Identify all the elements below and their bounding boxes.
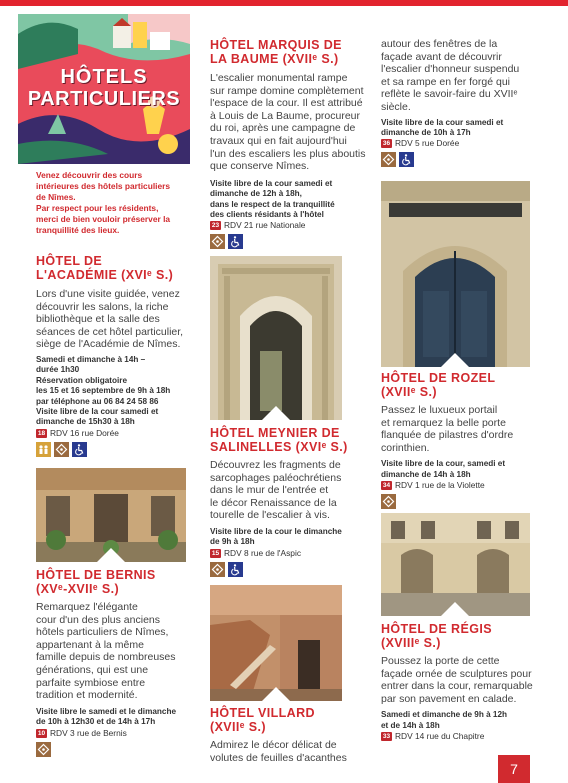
accessible-icon: [399, 152, 414, 167]
rdv-address: RDV 16 rue Dorée: [50, 427, 119, 438]
rdv-line: [381, 138, 533, 149]
photo-rozel: [381, 181, 530, 367]
intro-line: Par respect pour les résidents,: [36, 203, 159, 213]
body-line: autour des fenêtres de la: [381, 38, 498, 50]
entry-title: HÔTEL MARQUIS DE: [210, 38, 342, 52]
entry-title: LA BAUME (XVIIᵉ S.): [210, 52, 339, 66]
body-line: du roi, après une campagne de: [210, 122, 356, 135]
body-line: famille depuis de nombreuses: [36, 651, 176, 664]
body-line: reflète le savoir-faire du XVIIᵉ: [381, 88, 518, 101]
monument-icon: [381, 494, 396, 509]
entry-title: HÔTEL DE ROZEL: [381, 371, 496, 385]
body-line: corinthien.: [381, 441, 430, 454]
body-line: découvrir les salons, la riche: [36, 300, 169, 313]
intro-line: Venez découvrir des cours: [36, 170, 143, 180]
body-line: appartenant à la même: [36, 638, 144, 651]
icon-row: [36, 442, 184, 457]
body-line: siège de l'Académie de Nîmes.: [36, 338, 181, 351]
photo-pointer: [97, 548, 125, 562]
top-accent-bar: [0, 0, 568, 6]
entry-title: HÔTEL DE RÉGIS: [381, 622, 492, 636]
entry-body: [36, 288, 184, 351]
entry-info: [36, 355, 184, 428]
entry-info: [381, 710, 533, 731]
rdv-address: RDV 21 rue Nationale: [224, 220, 306, 231]
entry-title: HÔTEL DE: [36, 254, 103, 268]
body-line: générations, qui est une: [36, 663, 149, 676]
info-line: Samedi et dimanche à 14h –: [36, 354, 146, 364]
body-line: à Louis de La Baume, procureur: [210, 109, 361, 122]
body-line: l'escalier d'honneur suspendu: [381, 63, 520, 76]
info-line: Réservation obligatoire: [36, 375, 127, 385]
group-icon: [36, 442, 51, 457]
rdv-line: [210, 548, 368, 559]
info-line: dimanche de 15h30 à 18h: [36, 417, 135, 427]
info-line: dimanche de 10h à 17h: [381, 127, 471, 137]
info-line: de 9h à 18h: [210, 537, 255, 547]
rdv-number-badge: 36: [382, 140, 391, 148]
page-number: 7: [498, 755, 530, 783]
info-line: des clients résidants à l'hôtel: [210, 209, 324, 219]
rdv-number-badge: 33: [382, 733, 391, 741]
photo-regis: [381, 513, 530, 616]
entry-regis: [381, 622, 533, 742]
body-line: cour d'un des plus anciens: [36, 613, 161, 626]
body-line: Remarquez l'élégante: [36, 601, 138, 613]
body-line: façade avant de découvrir: [381, 50, 502, 63]
entry-title: (XVᵉ-XVIIᵉ S.): [36, 582, 120, 596]
monument-icon: [210, 234, 225, 249]
entry-title: (XVIIᵉ S.): [210, 720, 266, 734]
info-line: les 15 et 16 septembre de 9h à 18h: [36, 386, 171, 396]
info-line: Visite libre de la cour samedi et: [210, 178, 333, 188]
intro-line: de Nîmes.: [36, 192, 76, 202]
photo-pointer: [441, 353, 469, 367]
body-line: sur rampe domine complètement: [210, 84, 364, 97]
rdv-address: RDV 3 rue de Bernis: [50, 727, 127, 738]
photo-pointer: [441, 602, 469, 616]
body-line: tradition et modernité.: [36, 689, 138, 702]
rdv-number-badge: 18: [37, 429, 46, 437]
info-line: Visite libre de la cour, samedi et: [381, 459, 506, 469]
entry-academie: [36, 254, 184, 457]
entry-meynier: [210, 426, 368, 577]
photo-pointer: [262, 406, 290, 420]
rdv-line: [36, 728, 184, 739]
rdv-number-badge: 10: [37, 729, 46, 737]
body-line: bibliothèque et la salle des: [36, 313, 160, 326]
info-line: Samedi et dimanche de 9h à 12h: [381, 710, 508, 720]
info-line: et de 14h à 18h: [381, 720, 440, 730]
photo-meynier: [210, 256, 342, 420]
entry-body: [210, 459, 368, 522]
entry-body: [36, 601, 184, 702]
info-line: par téléphone au 06 84 24 58 86: [36, 396, 159, 406]
entry-body: [210, 72, 368, 173]
entry-villard: [210, 706, 368, 764]
accessible-icon: [228, 562, 243, 577]
icon-row: [210, 234, 368, 249]
photo-bernis: [36, 468, 186, 562]
body-line: flanquée de pilastres d'ordre: [381, 429, 514, 442]
body-line: volutes de feuilles d'acanthes: [210, 751, 347, 764]
entry-continued: [381, 38, 533, 167]
body-line: le décor Renaissance de la: [210, 496, 337, 509]
entry-title: (XVIIIᵉ S.): [381, 636, 441, 650]
body-line: parfaite symbiose entre: [36, 676, 146, 689]
entry-info: [210, 527, 368, 548]
cover-illustration: [18, 14, 190, 164]
rdv-number-badge: 23: [211, 222, 220, 230]
rdv-number-badge: 15: [211, 549, 220, 557]
body-line: dans le mur de l'entrée et: [210, 484, 329, 497]
cover-title-line2: PARTICULIERS: [27, 88, 181, 110]
entry-bernis: [36, 568, 184, 757]
rdv-number-badge: 34: [382, 482, 391, 490]
entry-title: SALINELLES (XVIᵉ S.): [210, 440, 348, 454]
body-line: l'espace de la cour. Il est attribué: [210, 97, 363, 110]
body-line: Lors d'une visite guidée, venez: [36, 288, 180, 300]
rdv-line: [381, 731, 533, 742]
body-line: tourelle de l'escalier à vis.: [210, 509, 330, 522]
rdv-address: RDV 8 rue de l'Aspic: [224, 547, 302, 558]
intro-line: merci de bien vouloir préserver la: [36, 214, 171, 224]
entry-info: [210, 179, 368, 221]
body-line: Admirez le décor délicat de: [210, 739, 337, 751]
icon-row: [210, 562, 368, 577]
body-line: sarcophages paléochrétiens: [210, 471, 342, 484]
info-line: dimanche de 12h à 18h,: [210, 189, 302, 199]
monument-icon: [36, 742, 51, 757]
info-line: Visite libre de la cour samedi et: [36, 407, 159, 416]
icon-row: [36, 742, 184, 757]
entry-title: HÔTEL DE BERNIS: [36, 568, 156, 582]
body-line: hôtels particuliers de Nîmes,: [36, 626, 169, 639]
body-line: entrer dans la cour, remarquable: [381, 680, 533, 693]
entry-body: [381, 38, 533, 114]
body-line: Poussez la porte de cette: [381, 655, 500, 667]
rdv-address: RDV 14 rue du Chapitre: [395, 731, 485, 742]
body-line: Découvrez les fragments de: [210, 459, 341, 471]
body-line: par son pavement en calade.: [381, 692, 517, 705]
intro-line: tranquillité des lieux.: [36, 225, 120, 235]
entry-title: (XVIIᵉ S.): [381, 385, 437, 399]
entry-title: L'ACADÉMIE (XVIᵉ S.): [36, 268, 174, 282]
info-line: dans le respect de la tranquillité: [210, 199, 335, 209]
rdv-line: [210, 220, 368, 231]
entry-info: [381, 459, 533, 480]
body-line: Passez le luxueux portail: [381, 404, 498, 416]
entry-title: HÔTEL MEYNIER DE: [210, 426, 340, 440]
entry-body: [210, 739, 368, 764]
body-line: L'escalier monumental rampe: [210, 72, 348, 84]
entry-info: [381, 118, 533, 139]
body-line: que conserve Nîmes.: [210, 160, 310, 173]
photo-pointer: [262, 687, 290, 701]
entry-baume: [210, 38, 368, 249]
accessible-icon: [228, 234, 243, 249]
intro-note: [36, 170, 186, 236]
entry-body: [381, 655, 533, 705]
body-line: siècle.: [381, 100, 411, 113]
cover-title-line1: HÔTELS: [60, 66, 148, 88]
icon-row: [381, 152, 533, 167]
body-line: travaux qui en fait aujourd'hui: [210, 134, 347, 147]
rdv-address: RDV 1 rue de la Violette: [395, 480, 485, 491]
monument-icon: [381, 152, 396, 167]
info-line: dimanche de 14h à 18h: [381, 469, 471, 479]
accessible-icon: [72, 442, 87, 457]
photo-villard: [210, 585, 342, 701]
body-line: et remarquez la belle porte: [381, 416, 506, 429]
intro-line: intérieures des hôtels particuliers: [36, 181, 171, 191]
monument-icon: [54, 442, 69, 457]
entry-info: [36, 707, 184, 728]
body-line: façade ornée de sculptures pour: [381, 667, 532, 680]
info-line: Visite libre le samedi et le dimanche: [36, 706, 177, 716]
rdv-address: RDV 5 rue Dorée: [395, 138, 460, 149]
info-line: de 10h à 12h30 et de 14h à 17h: [36, 717, 156, 727]
entry-title: HÔTEL VILLARD: [210, 706, 315, 720]
monument-icon: [210, 562, 225, 577]
body-line: l'un des escaliers les plus aboutis: [210, 147, 366, 160]
info-line: Visite libre de la cour le dimanche: [210, 526, 342, 536]
body-line: séances de cet hôtel particulier,: [36, 325, 184, 338]
info-line: Visite libre de la cour samedi et: [381, 117, 504, 127]
entry-body: [381, 404, 533, 454]
icon-row: [381, 494, 533, 509]
body-line: et sa rampe en fer forgé qui: [381, 75, 510, 88]
entry-rozel: [381, 371, 533, 509]
rdv-line: [381, 480, 533, 491]
rdv-line: [36, 428, 184, 439]
cover-title: [18, 66, 190, 110]
info-line: durée 1h30: [36, 365, 80, 375]
